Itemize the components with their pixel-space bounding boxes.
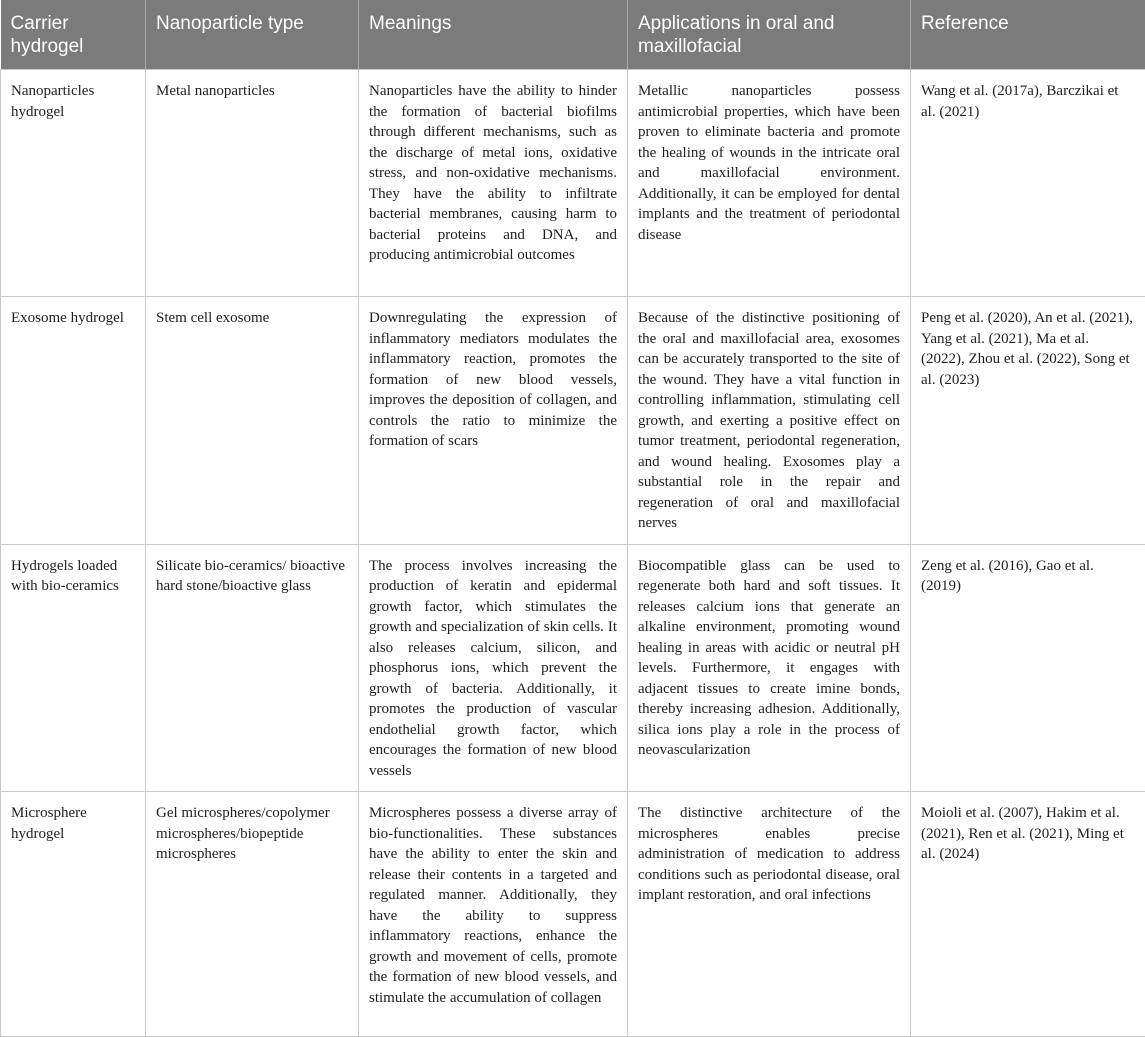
- meanings-cell: Downregulating the expression of inflammatory mediators modulates the inflammatory reaction, promotes the formation of new blood vessels, improves the deposition of collagen, and controls the ratio to minimize the formation of scars: [359, 297, 628, 545]
- applications-cell: Because of the distinctive positioning of the oral and maxillofacial area, exosomes can be accurately transported to the site of the wound. They have a vital function in controlling inflammation, stimulating cell growth, and exerting a positive effect on tumor treatment, periodontal regeneration, and wound healing. Exosomes play a substantial role in the repair and regeneration of oral and maxillofacial nerves: [628, 297, 911, 545]
- applications-cell: The distinctive architecture of the microspheres enables precise administration of medication to address conditions such as periodontal disease, oral implant restoration, and oral infections: [628, 792, 911, 1037]
- carrier-cell: Nanoparticles hydrogel: [1, 70, 146, 297]
- header-meanings: Meanings: [359, 0, 628, 70]
- header-nanoparticle-type: Nanoparticle type: [146, 0, 359, 70]
- table-row: [1, 544, 1145, 792]
- meanings-cell: The process involves increasing the production of keratin and epidermal growth factor, which stimulates the growth and specialization of skin cells. It also releases calcium, silicon, and phosphorus ions, which prevent the growth of bacteria. Additionally, it promotes the production of vascular endothelial growth factor, which encourages the formation of new blood vessels: [359, 544, 628, 792]
- applications-cell: Metallic nanoparticles possess antimicrobial properties, which have been proven to eliminate bacteria and promote the healing of wounds in the intricate oral and maxillofacial environment. Additionally, it can be employed for dental implants and the treatment of periodontal disease: [628, 70, 911, 297]
- meanings-cell: Microspheres possess a diverse array of bio-functionalities. These substances have the ability to enter the skin and release their contents in a targeted and regulated manner. Additionally, they have the ability to suppress inflammatory reactions, enhance the growth and movement of cells, promote the formation of new blood vessels, and stimulate the accumulation of collagen: [359, 792, 628, 1037]
- header-reference: Reference: [911, 0, 1145, 70]
- reference-cell: Wang et al. (2017a), Barczikai et al. (2021): [911, 70, 1145, 297]
- type-cell: Metal nanoparticles: [146, 70, 359, 297]
- header-carrier-hydrogel: Carrier hydrogel: [1, 0, 146, 70]
- meanings-cell: Nanoparticles have the ability to hinder the formation of bacterial biofilms through different mechanisms, such as the discharge of metal ions, oxidative stress, and non-oxidative mechanisms. They have the ability to infiltrate bacterial membranes, causing harm to bacterial proteins and DNA, and producing antimicrobial outcomes: [359, 70, 628, 297]
- type-cell: Gel microspheres/copolymer microspheres/biopeptide microspheres: [146, 792, 359, 1037]
- carrier-cell: Microsphere hydrogel: [1, 792, 146, 1037]
- table-row: [1, 297, 1145, 545]
- applications-cell: Biocompatible glass can be used to regenerate both hard and soft tissues. It releases calcium ions that generate an alkaline environment, promoting wound healing in areas with acidic or neutral pH levels. Furthermore, it engages with adjacent tissues to create imine bonds, thereby increasing adhesion. Additionally, silica ions play a role in the process of neovascularization: [628, 544, 911, 792]
- carrier-cell: Hydrogels loaded with bio-ceramics: [1, 544, 146, 792]
- reference-cell: Moioli et al. (2007), Hakim et al. (2021), Ren et al. (2021), Ming et al. (2024): [911, 792, 1145, 1037]
- carrier-cell: Exosome hydrogel: [1, 297, 146, 545]
- reference-cell: Zeng et al. (2016), Gao et al. (2019): [911, 544, 1145, 792]
- header-applications: Applications in oral and maxillofacial: [628, 0, 911, 70]
- table-row: [1, 792, 1145, 1037]
- header-row: [1, 0, 1145, 70]
- type-cell: Stem cell exosome: [146, 297, 359, 545]
- reference-cell: Peng et al. (2020), An et al. (2021), Yang et al. (2021), Ma et al. (2022), Zhou et al. (2022), Song et al. (2023): [911, 297, 1145, 545]
- table-row: [1, 70, 1145, 297]
- type-cell: Silicate bio-ceramics/ bioactive hard stone/bioactive glass: [146, 544, 359, 792]
